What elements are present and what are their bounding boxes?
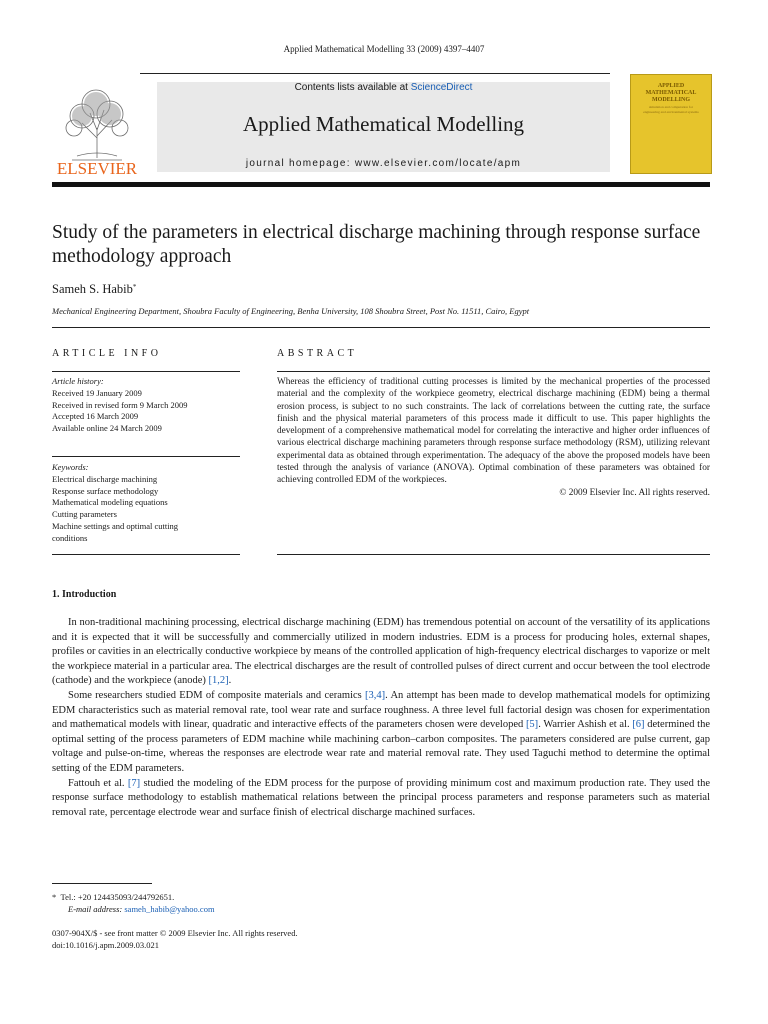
- affiliation: Mechanical Engineering Department, Shoubra Faculty of Engineering, Benha University, 108 Shoubra Street, Post No. 11511, Cairo, Egypt: [52, 306, 530, 316]
- citation-link[interactable]: [5]: [525, 719, 539, 731]
- keyword: conditions: [52, 532, 88, 543]
- author-footnote: [52, 891, 215, 915]
- history-online: Available online 24 March 2009: [52, 423, 162, 434]
- paragraph: [52, 689, 710, 777]
- email-label: E-mail address:: [68, 904, 125, 914]
- contents-line: [157, 82, 610, 93]
- paragraph-text: . An attempt has been made to develop mathematical models for optimizing EDM characteristics such as material removal rate, tool wear rate and surface roughness. A three level full factorial design was chosen for experimentation and mathematical models with linear, quadratic and interactive effects of the parameters chosen were developed: [52, 689, 710, 731]
- elsevier-wordmark: ELSEVIER: [56, 159, 138, 178]
- journal-cover: [630, 74, 712, 174]
- abstract-rule: [277, 371, 710, 372]
- journal-name: Applied Mathematical Modelling: [242, 112, 525, 136]
- paragraph-text: Some researchers studied EDM of composite materials and ceramics: [68, 689, 366, 701]
- paragraph-text: studied the modeling of the EDM process for the purpose of providing minimum cost and maximum production rate. They used the response surface methodology to establish mathematical relations between the principal process parameters and response parameters such as material removal rate, percentage electrode wear and surface finish of electrical discharge machined surfaces.: [52, 777, 710, 818]
- citation-link[interactable]: [3,4]: [365, 689, 386, 701]
- keyword: Cutting parameters: [52, 509, 117, 520]
- history-received: Received 19 January 2009: [52, 387, 142, 398]
- history-revised: Received in revised form 9 March 2009: [52, 399, 188, 410]
- cover-title: APPLIED MATHEMATICAL MODELLING: [645, 83, 697, 103]
- paragraph-text: .: [228, 675, 232, 687]
- keyword: Electrical discharge machining: [52, 473, 158, 484]
- introduction-body: [52, 616, 710, 820]
- author-line: [52, 282, 136, 297]
- history-accepted: Accepted 16 March 2009: [52, 411, 139, 422]
- keywords-rule: [52, 456, 240, 457]
- keyword: Mathematical modeling equations: [52, 497, 168, 508]
- issn-line: 0307-904X/$ - see front matter © 2009 Elsevier Inc. All rights reserved.: [52, 928, 298, 938]
- author-footnote-mark[interactable]: *: [132, 283, 137, 291]
- article-title: Study of the parameters in electrical discharge machining through response surface methodology approach: [52, 222, 701, 267]
- citation-link[interactable]: [7]: [127, 777, 141, 789]
- paragraph: [52, 616, 710, 689]
- abstract-body: [277, 376, 710, 499]
- header-thick-rule: [52, 182, 710, 187]
- footnote-rule: [52, 883, 152, 884]
- title-rule: [52, 327, 710, 328]
- author-name: Sameh S. Habib: [52, 282, 133, 296]
- paragraph-text: . Warrier Ashish et al.: [538, 719, 633, 731]
- abstract-bottom-rule: [277, 554, 710, 555]
- keyword: Machine settings and optimal cutting: [52, 520, 179, 531]
- citation-link[interactable]: [6]: [632, 719, 645, 731]
- paragraph-text: Fattouh et al.: [68, 777, 128, 789]
- keywords-block: [52, 462, 240, 545]
- cover-subtitle: simulation and computation for engineering and environmental systems: [643, 105, 699, 114]
- paragraph: [52, 777, 710, 821]
- sciencedirect-link[interactable]: ScienceDirect: [410, 82, 473, 93]
- header-rule: [140, 73, 610, 74]
- footnote-mark: *: [52, 892, 57, 902]
- journal-homepage[interactable]: journal homepage: www.elsevier.com/locate/apm: [245, 158, 522, 169]
- footnote-tel: Tel.: +20 124435093/244792651.: [60, 892, 175, 902]
- paragraph-text: determined the optimal setting of the process parameters of EDM machine while machining carbon–carbon composites. The parameters considered are pulse current, gap voltage and pulse-on-time, whereas the responses are electrode wear rate and material removal rate. They used Taguchi method to determine the optimal setting of the EDM parameters.: [52, 719, 710, 774]
- doi-line[interactable]: doi:10.1016/j.apm.2009.03.021: [52, 940, 159, 950]
- paragraph-text: In non-traditional machining processing, electrical discharge machining (EDM) has tremendous potential on account of the versatility of its applications and it is expected that it will be successfully and commercially utilized in modern industries. EDM is a process for producing holes, external shapes, profiles or cavities in an electrically conductive workpiece by means of the controlled application of high-frequency electrical discharges to vaporize or melt the workpiece material in a particular area. The electrical discharges are the result of controlled pulses of direct current and occur between the tool electrode (cathode) and the workpiece (anode): [52, 617, 710, 687]
- keyword: Response surface methodology: [52, 485, 159, 496]
- article-info-rule: [52, 371, 240, 372]
- contents-prefix: Contents lists available at: [294, 82, 411, 93]
- elsevier-tree-icon: [52, 78, 142, 178]
- citation-link[interactable]: [1,2]: [208, 675, 229, 687]
- article-info-heading: ARTICLE INFO: [52, 348, 162, 359]
- introduction-heading: 1. Introduction: [52, 589, 117, 600]
- article-history: [52, 376, 240, 435]
- abstract-heading: ABSTRACT: [277, 348, 358, 359]
- journal-citation: Applied Mathematical Modelling 33 (2009) 4397–4407: [283, 44, 485, 54]
- front-matter: [52, 927, 298, 951]
- email-link[interactable]: sameh_habib@yahoo.com: [124, 904, 215, 914]
- abstract-text: Whereas the efficiency of traditional cutting processes is limited by the mechanical properties of the processed material and the complexity of the workpiece geometry, electrical discharge machining (EDM) being a thermal erosion process, is subject to no such constraints. The lack of correlations between the cutting rate, the surface finish and the physical material parameters of this process made it difficult to use. This paper highlights the development of a comprehensive mathematical model for correlating the interactive and higher order influences of various electrical discharge machining parameters through response surface methodology (RSM), utilizing relevant experimental data as obtained through experimentation. The adequacy of the above the proposed models have been tested through the analysis of variance (ANOVA). Optimal combination of these parameters was obtained for achieving controlled EDM of the workpieces.: [277, 377, 710, 486]
- article-info-bottom-rule: [52, 554, 240, 555]
- abstract-copyright: © 2009 Elsevier Inc. All rights reserved.: [559, 487, 710, 498]
- elsevier-logo: [52, 78, 142, 178]
- history-label: Article history:: [52, 376, 104, 386]
- keywords-label: Keywords:: [52, 462, 89, 472]
